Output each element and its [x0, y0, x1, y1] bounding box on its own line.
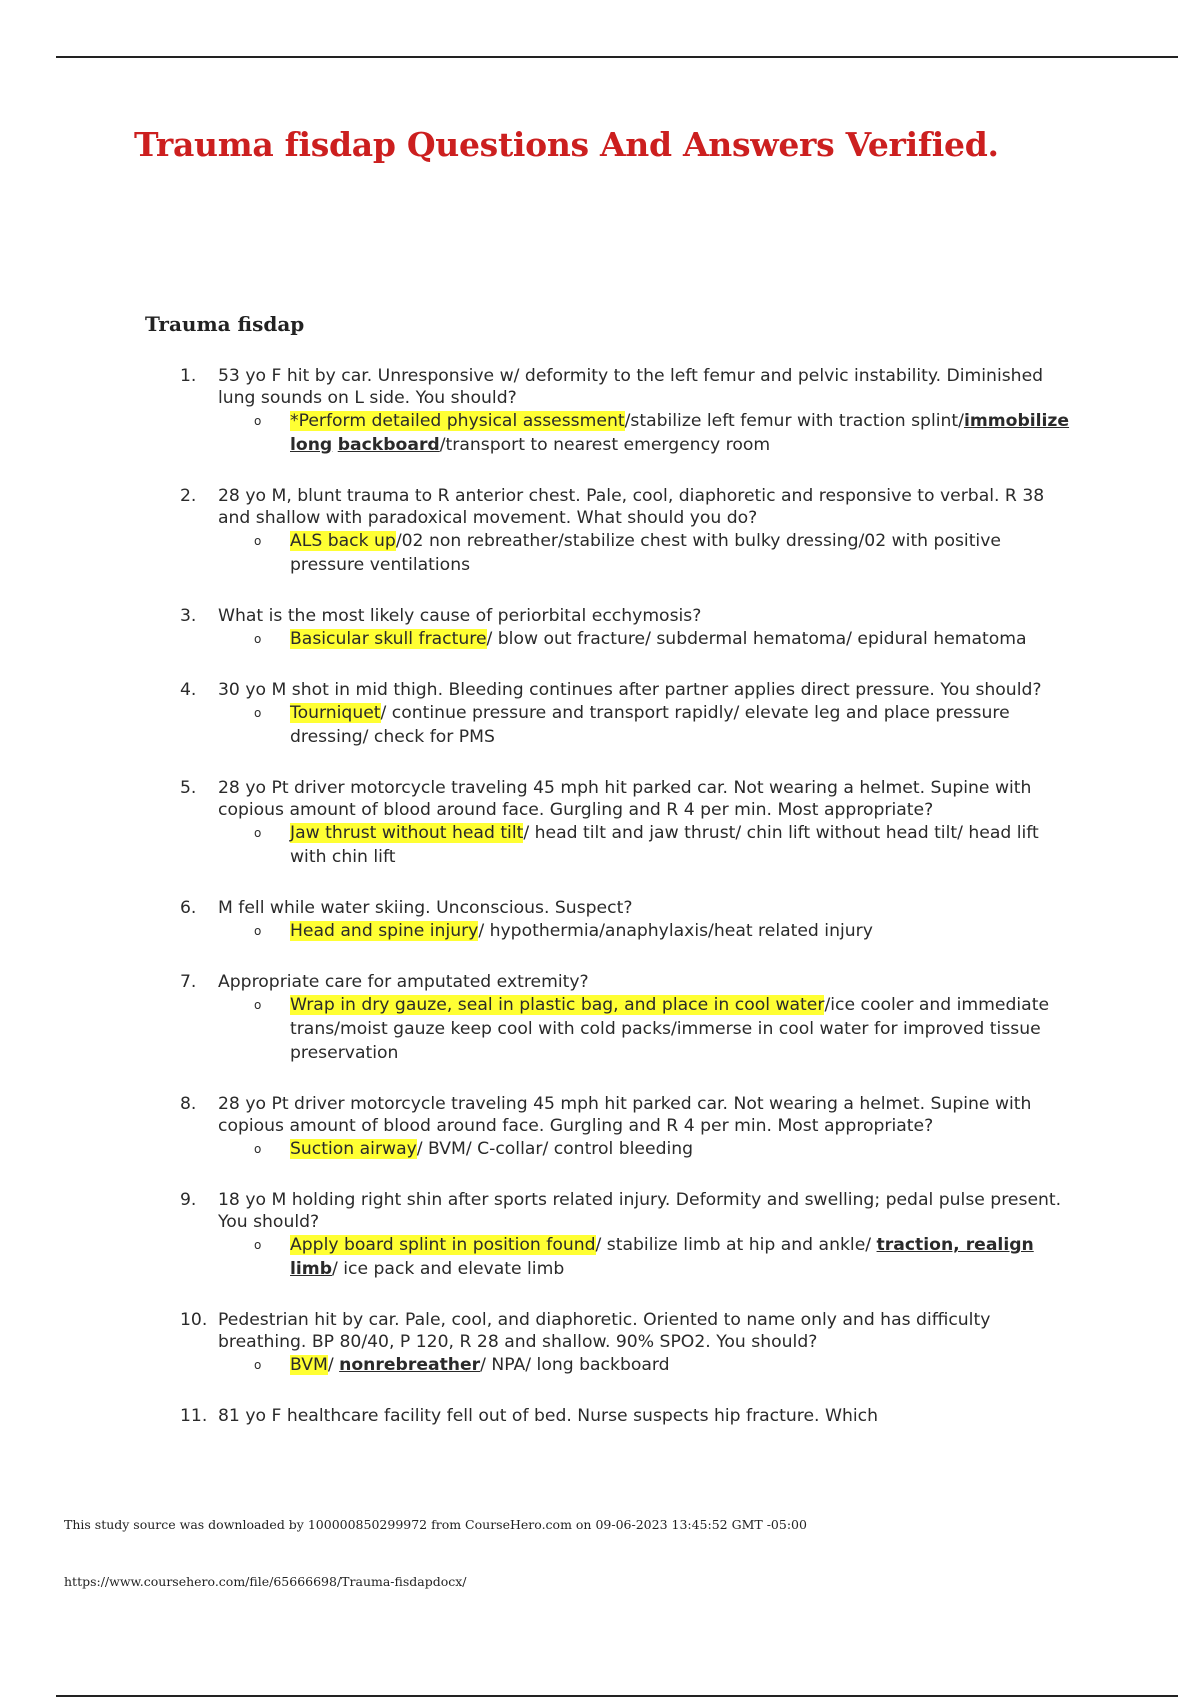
underlined-option: backboard — [337, 435, 440, 455]
answer-options: /02 non rebreather/stabilize chest with bulky dressing/02 with positive pressure ventilations — [290, 531, 1001, 575]
question-number: 7. — [180, 972, 197, 992]
correct-answer: BVM — [290, 1355, 328, 1375]
correct-answer: Head and spine injury — [290, 921, 479, 941]
question-text: 28 yo Pt driver motorcycle traveling 45 mph hit parked car. Not wearing a helmet. Supine with copious amount of blood around face. Gurgling and R 4 per min. Most appropriate? — [218, 1094, 1032, 1136]
source-url: https://www.coursehero.com/file/65666698/Trauma-fisdapdocx/ — [64, 1574, 467, 1589]
answer-options: / stabilize limb at hip and ankle/ — [595, 1235, 877, 1255]
correct-answer: Jaw thrust without head tilt — [290, 823, 524, 843]
answer-options: / hypothermia/anaphylaxis/heat related injury — [478, 921, 873, 941]
answer-line — [218, 409, 1080, 457]
correct-answer: Apply board splint in position found — [290, 1235, 596, 1255]
section-heading: Trauma fisdap — [145, 312, 305, 336]
underlined-option: immobilize long — [290, 411, 1070, 455]
question-text: M fell while water skiing. Unconscious. Suspect? — [218, 898, 633, 918]
answer-line — [218, 529, 1080, 577]
underlined-option: nonrebreather — [339, 1355, 481, 1375]
circle-bullet-icon: o — [254, 706, 262, 720]
question-text: 28 yo Pt driver motorcycle traveling 45 mph hit parked car. Not wearing a helmet. Supine with copious amount of blood around face. Gurgling and R 4 per min. Most appropriate? — [218, 778, 1032, 820]
question-number: 4. — [180, 680, 197, 700]
answer-line — [218, 1353, 1080, 1377]
top-rule — [56, 56, 1178, 58]
answer-options: / head tilt and jaw thrust/ chin lift without head tilt/ head lift with chin lift — [290, 823, 1039, 867]
question-list — [180, 365, 1080, 1427]
question-text: 81 yo F healthcare facility fell out of bed. Nurse suspects hip fracture. Which — [218, 1406, 878, 1426]
question-text: Pedestrian hit by car. Pale, cool, and diaphoretic. Oriented to name only and has difficulty breathing. BP 80/40, P 120, R 28 and shallow. 90% SPO2. You should? — [218, 1310, 991, 1352]
question-item — [180, 365, 1080, 457]
question-number: 11. — [180, 1406, 208, 1426]
answer-options: /ice cooler and immediate trans/moist gauze keep cool with cold packs/immerse in cool water for improved tissue preservation — [290, 995, 1050, 1063]
bottom-rule — [56, 1695, 1178, 1697]
circle-bullet-icon: o — [254, 414, 262, 428]
download-notice: This study source was downloaded by 100000850299972 from CourseHero.com on 09-06-2023 13:45:52 GMT -05:00 — [64, 1517, 807, 1532]
question-item — [180, 679, 1080, 749]
question-item — [180, 605, 1080, 651]
circle-bullet-icon: o — [254, 1142, 262, 1156]
question-number: 8. — [180, 1094, 197, 1114]
answer-options: / — [327, 1355, 340, 1375]
question-number: 9. — [180, 1190, 197, 1210]
question-item — [180, 1093, 1080, 1161]
answer-options: / NPA/ long backboard — [480, 1355, 670, 1375]
answer-line — [218, 821, 1080, 869]
answer-line — [218, 1137, 1080, 1161]
answer-line — [218, 701, 1080, 749]
correct-answer: Suction airway — [290, 1139, 417, 1159]
answer-line — [218, 993, 1080, 1065]
answer-options: /stabilize left femur with traction splint/ — [624, 411, 964, 431]
question-item — [180, 897, 1080, 943]
correct-answer: Wrap in dry gauze, seal in plastic bag, and place in cool water — [290, 995, 825, 1015]
underlined-option: traction, realign limb — [290, 1235, 1034, 1279]
question-item — [180, 1405, 1080, 1427]
question-text: 28 yo M, blunt trauma to R anterior chest. Pale, cool, diaphoretic and responsive to verbal. R 38 and shallow with paradoxical movement. What should you do? — [218, 486, 1045, 528]
question-number: 5. — [180, 778, 197, 798]
circle-bullet-icon: o — [254, 1238, 262, 1252]
question-item — [180, 777, 1080, 869]
answer-line — [218, 627, 1080, 651]
question-item — [180, 485, 1080, 577]
answer-options: /transport to nearest emergency room — [439, 435, 771, 455]
question-text: Appropriate care for amputated extremity? — [218, 972, 589, 992]
question-number: 10. — [180, 1310, 208, 1330]
question-item — [180, 971, 1080, 1065]
question-number: 6. — [180, 898, 197, 918]
answer-options: / continue pressure and transport rapidly/ elevate leg and place pressure dressing/ check for PMS — [290, 703, 1010, 747]
answer-line — [218, 1233, 1080, 1281]
circle-bullet-icon: o — [254, 998, 262, 1012]
answer-line — [218, 919, 1080, 943]
question-text: 30 yo M shot in mid thigh. Bleeding continues after partner applies direct pressure. You should? — [218, 680, 1042, 700]
circle-bullet-icon: o — [254, 534, 262, 548]
answer-options: / ice pack and elevate limb — [332, 1259, 565, 1279]
circle-bullet-icon: o — [254, 826, 262, 840]
correct-answer: Tourniquet — [290, 703, 381, 723]
circle-bullet-icon: o — [254, 632, 262, 646]
question-item — [180, 1309, 1080, 1377]
question-number: 2. — [180, 486, 197, 506]
question-number: 1. — [180, 366, 197, 386]
document-title: Trauma fisdap Questions And Answers Verified. — [134, 125, 999, 164]
question-text: What is the most likely cause of periorbital ecchymosis? — [218, 606, 702, 626]
answer-options: / BVM/ C-collar/ control bleeding — [416, 1139, 694, 1159]
question-item — [180, 1189, 1080, 1281]
answer-options: / blow out fracture/ subdermal hematoma/ epidural hematoma — [486, 629, 1027, 649]
question-text: 53 yo F hit by car. Unresponsive w/ deformity to the left femur and pelvic instability. Diminished lung sounds on L side. You should? — [218, 366, 1044, 408]
correct-answer: *Perform detailed physical assessment — [290, 411, 625, 431]
correct-answer: Basicular skull fracture — [290, 629, 487, 649]
circle-bullet-icon: o — [254, 924, 262, 938]
question-text: 18 yo M holding right shin after sports related injury. Deformity and swelling; pedal pulse present. You should? — [218, 1190, 1062, 1232]
correct-answer: ALS back up — [290, 531, 396, 551]
question-number: 3. — [180, 606, 197, 626]
circle-bullet-icon: o — [254, 1358, 262, 1372]
